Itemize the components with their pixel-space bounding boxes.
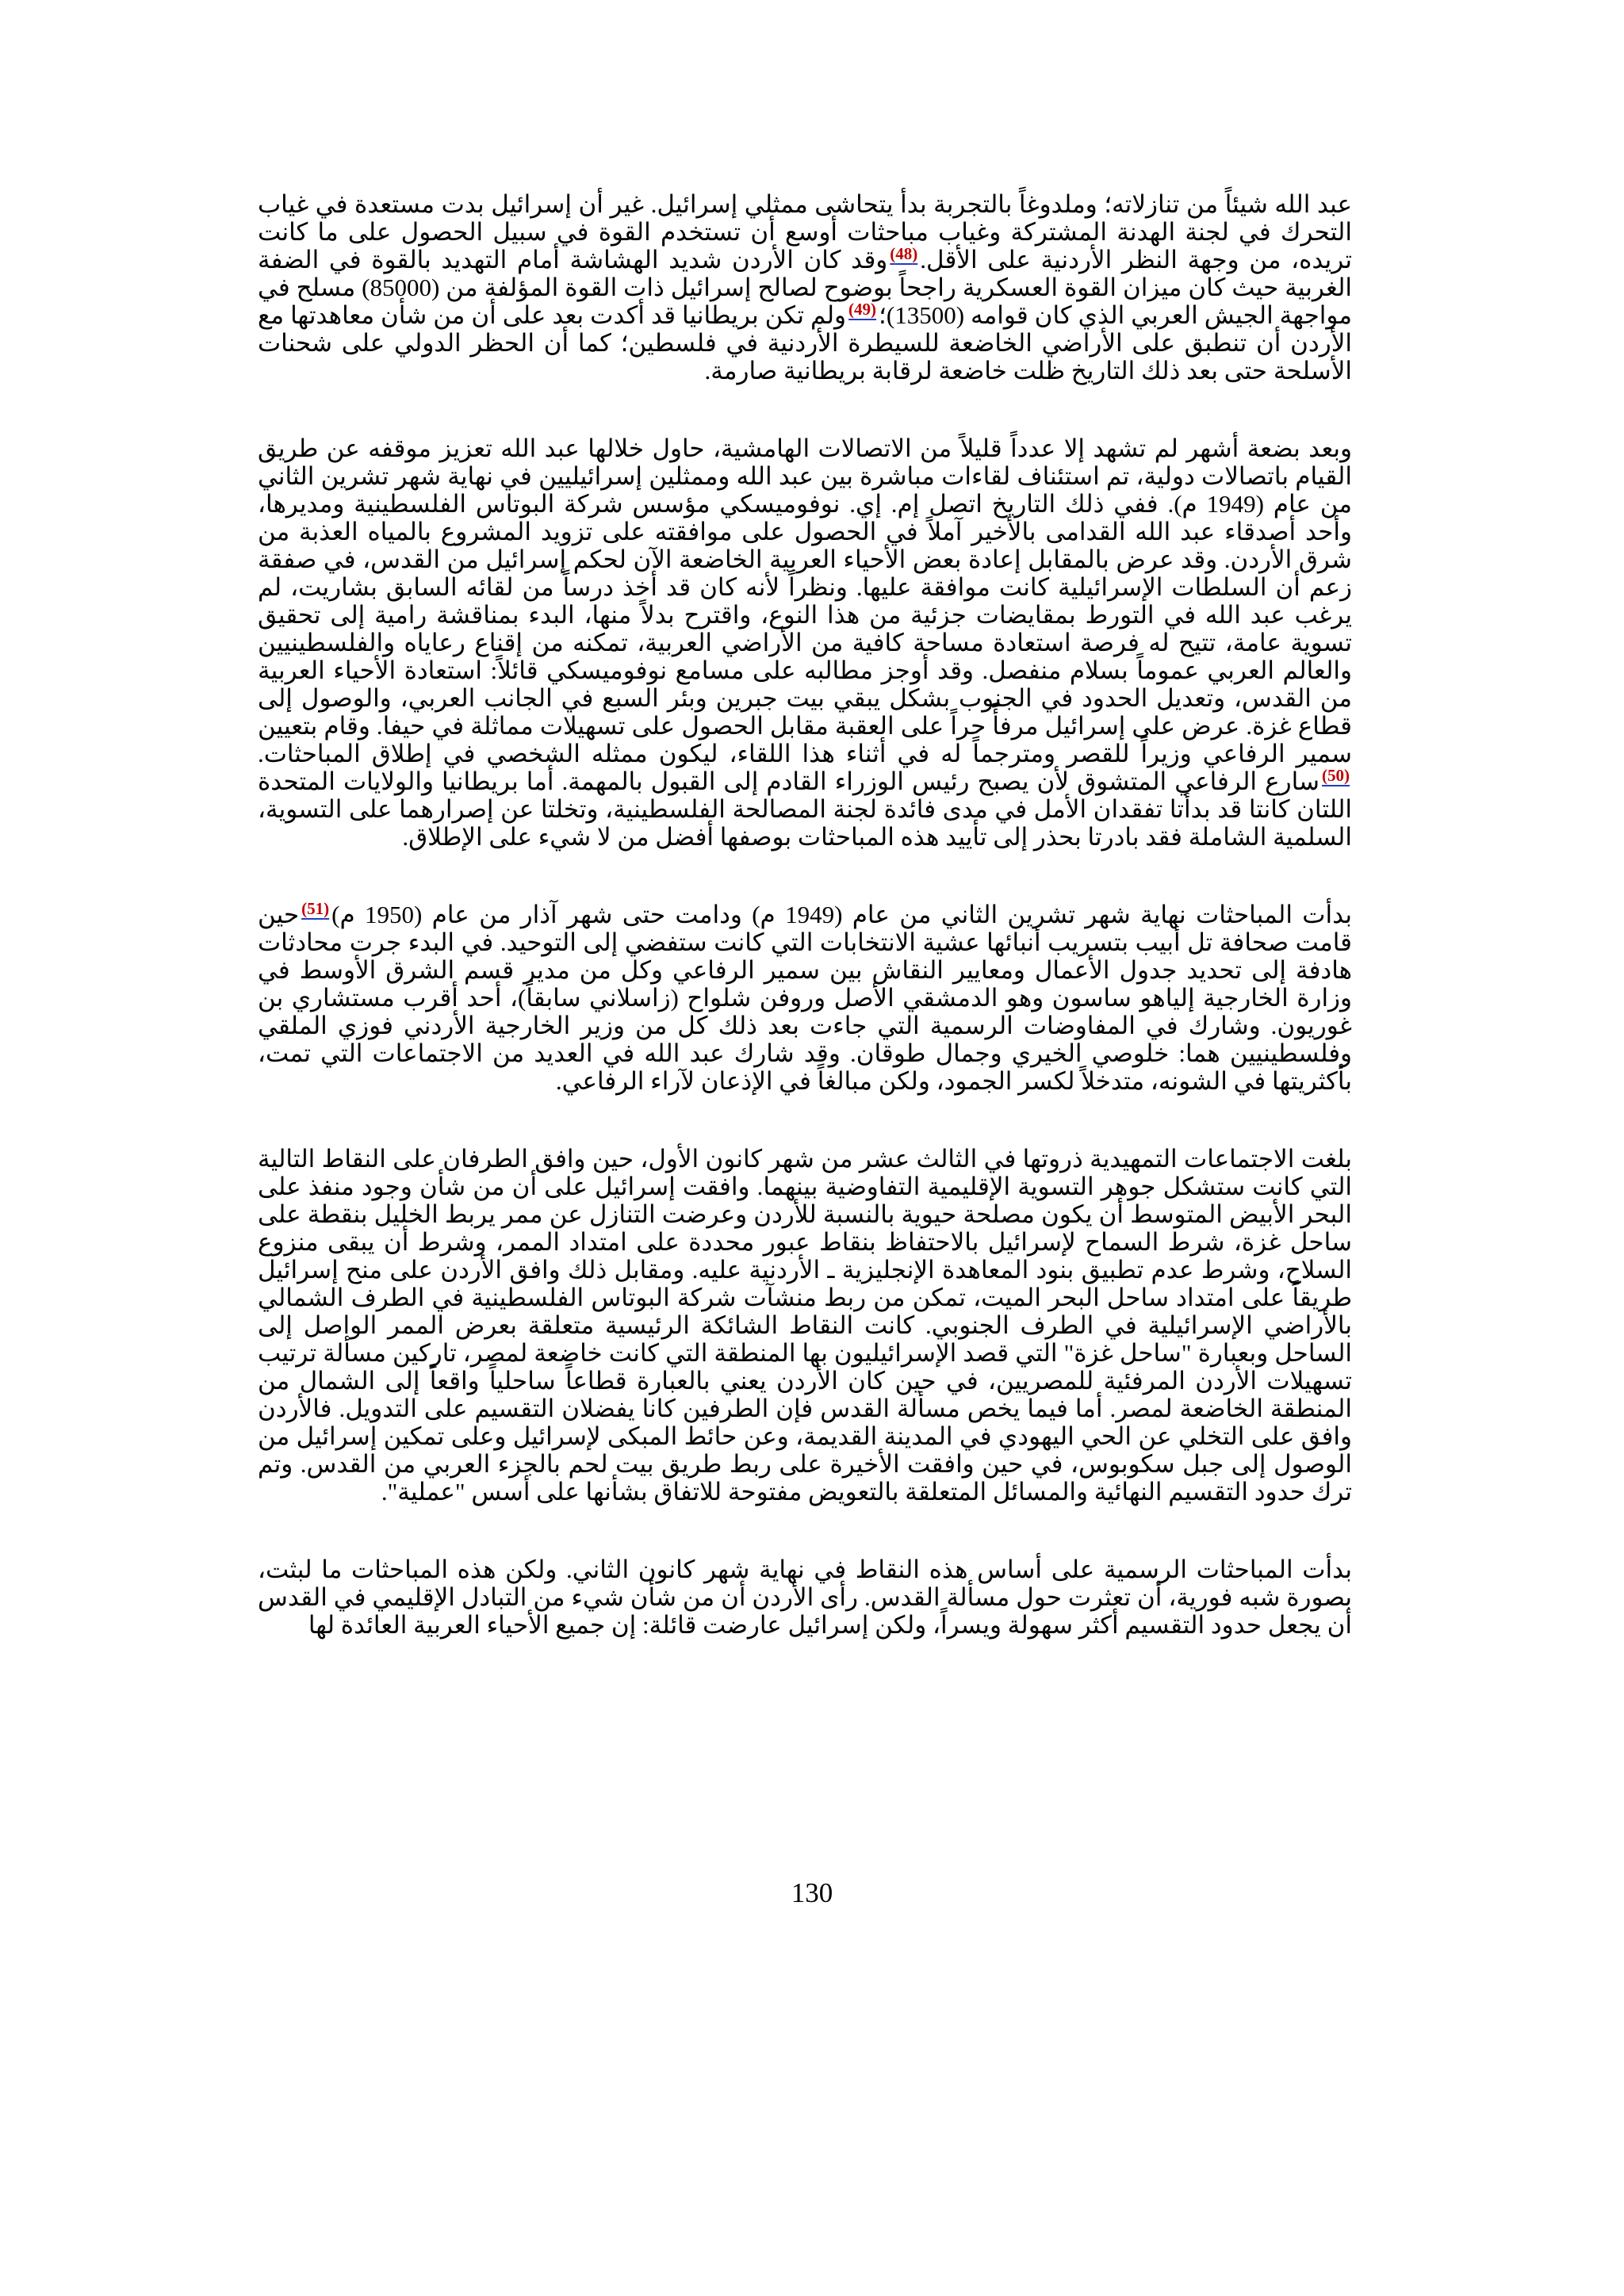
paragraph-text: بدأت المباحثات الرسمية على أساس هذه النقاط في نهاية شهر كانون الثاني. ولكن هذه المباحثات ما لبثت، بصورة شبه فورية، أن تعثرت حول مسألة القدس. رأى الأردن أن من شأن شيء من التبادل الإقليمي في القدس أن يجعل حدود التقسيم أكثر سهولة ويسراً، ولكن إسرائيل عارضت قائلة: إن جميع الأحياء العربية العائدة لها <box>258 1556 1352 1639</box>
paragraph-text: وقد كان الأردن شديد الهشاشة أمام التهديد بالقوة في الضفة الغربية حيث كان ميزان القوة العسكرية راجحاً بوضوح لصالح إسرائيل ذات القوة المؤلفة من (85000) مسلح في مواجهة الجيش العربي الذي كان قوامه (13500)؛ <box>258 246 1353 329</box>
paragraph <box>258 190 1352 385</box>
paragraph-text: بلغت الاجتماعات التمهيدية ذروتها في الثالث عشر من شهر كانون الأول، حين وافق الطرفان على النقاط التالية التي كانت ستشكل جوهر التسوية الإقليمية التفاوضية بينهما. وافقت إسرائيل على أن من شأن وجود منفذ على البحر الأبيض المتوسط أن يكون مصلحة حيوية بالنسبة للأردن وعرضت التنازل عن ممر يربط الخليل بنقطة على ساحل غزة، شرط السماح لإسرائيل بالاحتفاظ بنقاط عبور محددة على امتداد الممر، وشرط أن يبقى منزوع السلاح، وشرط عدم تطبيق بنود المعاهدة الإنجليزية ـ الأردنية عليه. ومقابل ذلك وافق الأردن على منح إسرائيل طريقاً على امتداد ساحل البحر الميت، تمكن من ربط منشآت شركة البوتاس الفلسطينية في الطرف الشمالي بالأراضي الإسرائيلية في الطرف الجنوبي. كانت النقاط الشائكة الرئيسية متعلقة بعرض الممر الواصل إلى الساحل وبعبارة "ساحل غزة" التي قصد الإسرائيليون بها المنطقة التي كانت خاضعة لمصر، تاركين مسألة ترتيب تسهيلات الأردن المرفئية للمصريين، في حين كان الأردن يعني بالعبارة قطاعاً ساحلياً واقعاً إلى الشمال من المنطقة الخاضعة لمصر. أما فيما يخص مسألة القدس فإن الطرفين كانا يفضلان التقسيم على التدويل. فالأردن وافق على التخلي عن الحي اليهودي في المدينة القديمة، وعن حائط المبكى لإسرائيل وعلى تمكين إسرائيل من الوصول إلى جبل سكوبوس، في حين وافقت الأخيرة على ربط طريق بيت لحم بالجزء العربي من القدس. وتم ترك حدود التقسيم النهائية والمسائل المتعلقة بالتعويض مفتوحة للاتفاق بشأنها على أسس "عملية". <box>258 1145 1352 1506</box>
body-text <box>258 190 1352 1639</box>
paragraph-text: وبعد بضعة أشهر لم تشهد إلا عدداً قليلاً من الاتصالات الهامشية، حاول خلالها عبد الله تعزيز موقفه عن طريق القيام باتصالات دولية، تم استئناف لقاءات مباشرة بين عبد الله وممثلين إسرائيليين في نهاية شهر تشرين الثاني من عام (1949 م). ففي ذلك التاريخ اتصل إم. إي. نوفوميسكي مؤسس شركة البوتاس الفلسطينية ومديرها، وأحد أصدقاء عبد الله القدامى بالأخير آملاً في الحصول على موافقته على تزويد المشروع بالمياه العذبة من شرق الأردن. وقد عرض بالمقابل إعادة بعض الأحياء العربية الخاضعة الآن لحكم إسرائيل من القدس، في صفقة زعم أن السلطات الإسرائيلية كانت موافقة عليها. ونظراً لأنه كان قد أخذ درساً من لقائه السابق بشاريت، لم يرغب عبد الله في التورط بمقايضات جزئية من هذا النوع، واقترح بدلاً منها، البدء بمناقشة رامية إلى تحقيق تسوية عامة، تتيح له فرصة استعادة مساحة كافية من الأراضي العربية، تمكنه من إقناع رعاياه والفلسطينيين والعالم العربي عموماً بسلام منفصل. وقد أوجز مطالبه على مسامع نوفوميسكي قائلاً: استعادة الأحياء العربية من القدس، وتعديل الحدود في الجنوب بشكل يبقي بيت جبرين وبئر السبع في الجانب العربي، والوصول إلى قطاع غزة. عرض على إسرائيل مرفأً حراً على العقبة مقابل الحصول على تسهيلات مماثلة في حيفا. وقام بتعيين سمير الرفاعي وزيراً للقصر ومترجماً له في أثناء هذا اللقاء، ليكون ممثله الشخصي في إطلاق المباحثات. <box>258 434 1352 767</box>
paragraph <box>258 1556 1352 1639</box>
paragraph <box>258 1145 1352 1506</box>
paragraph-text: بدأت المباحثات نهاية شهر تشرين الثاني من عام (1949 م) ودامت حتى شهر آذار من عام (1950 م) <box>331 901 1352 928</box>
page-number: 130 <box>791 1877 833 1908</box>
paragraph-text: سارع الرفاعي المتشوق لأن يصبح رئيس الوزراء القادم إلى القبول بالمهمة. أما بريطانيا والولايات المتحدة اللتان كانتا قد بدأتا تفقدان الأمل في مدى فائدة لجنة المصالحة الفلسطينية، وتخلتا عن إصرارهما على التسوية، السلمية الشاملة فقد بادرتا بحذر إلى تأييد هذه المباحثات بوصفها أفضل من لا شيء على الإطلاق. <box>258 767 1352 851</box>
paragraph-text: حين قامت صحافة تل أبيب بتسريب أنبائها عشية الانتخابات التي كانت ستفضي إلى التوحيد. في البدء جرت محادثات هادفة إلى تحديد جدول الأعمال ومعايير النقاش بين سمير الرفاعي وكل من مدير قسم الشرق الأوسط في وزارة الخارجية إلياهو ساسون وهو الدمشقي الأصل وروفن شلواح (زاسلاني سابقاً)، أحد أقرب مستشاري بن غوريون. وشارك في المفاوضات الرسمية التي جاءت بعد ذلك كل من وزير الخارجية الأردني فوزي الملقي وفلسطينيين هما: خلوصي الخيري وجمال طوقان. وقد شارك عبد الله في العديد من الاجتماعات التي تمت، بأكثريتها في الشونه، متدخلاً لكسر الجمود، ولكن مبالغاً في الإذعان لآراء الرفاعي. <box>258 901 1352 1095</box>
paragraph <box>258 898 1352 1095</box>
paragraph-text: ولم تكن بريطانيا قد أكدت بعد على أن من شأن معاهدتها مع الأردن أن تنطبق على الأراضي الخاضعة للسيطرة الأردنية في فلسطين؛ كما أن الحظر الدولي على شحنات الأسلحة حتى بعد ذلك التاريخ ظلت خاضعة لرقابة بريطانية صارمة. <box>258 301 1352 385</box>
footnote-reference-link[interactable]: (51) <box>301 898 330 918</box>
footnote-reference-link[interactable]: (48) <box>890 243 918 263</box>
paragraph-text: عبد الله شيئاً من تنازلاته؛ وملدوغاً بالتجربة بدأ يتحاشى ممثلي إسرائيل. غير أن إسرائيل بدت مستعدة في غياب التحرك في لجنة الهدنة المشتركة وغياب مباحثات أوسع أن تستخدم القوة في سبيل الحصول على ما كانت تريده، من وجهة النظر الأردنية على الأقل. <box>258 190 1352 274</box>
paragraph <box>258 434 1352 851</box>
footnote-reference-link[interactable]: (50) <box>1322 765 1350 785</box>
footnote-reference-link[interactable]: (49) <box>848 299 877 319</box>
